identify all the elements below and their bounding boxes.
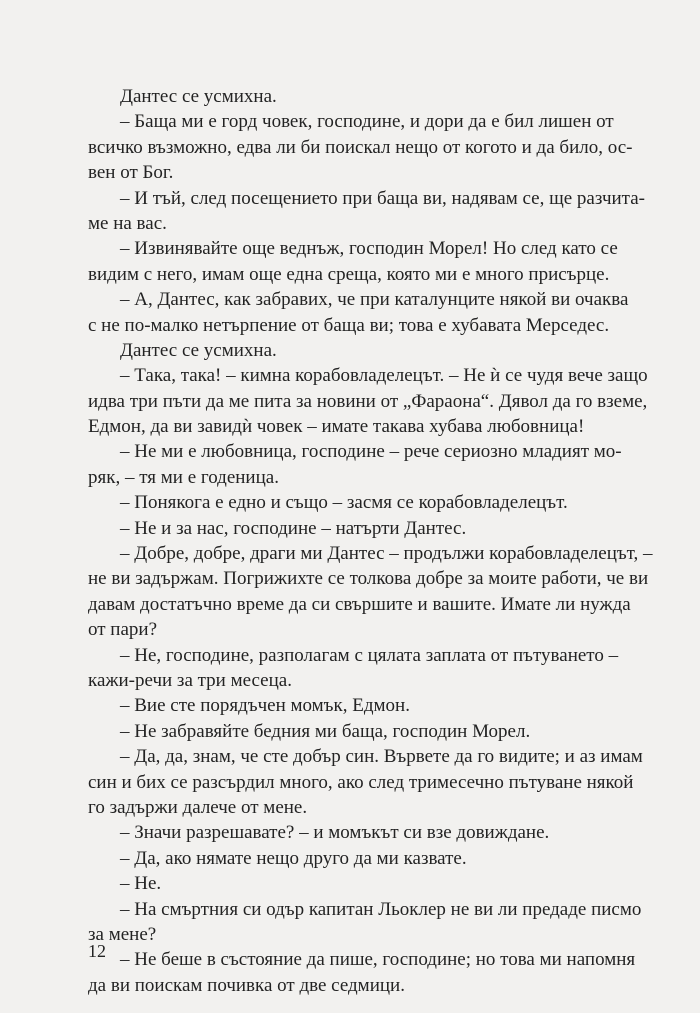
- text-line: – Да, да, знам, че сте добър син. Вървете да го видите; и аз имам: [120, 746, 643, 768]
- text-line: – Не.: [120, 873, 162, 895]
- text-line: ме на вас.: [88, 212, 167, 234]
- text-line: Едмон, да ви завидѝ човек – имате такава хубава любовница!: [88, 416, 585, 438]
- text-line: да ви поискам почивка от две седмици.: [88, 974, 405, 996]
- text-line: – Не беше в състояние да пише, господине; но това ми напомня: [120, 949, 636, 971]
- text-line: – Не ми е любовница, господине – рече сериозно младият мо-: [120, 441, 622, 463]
- text-line: – Понякога е едно и също – засмя се корабовладелецът.: [120, 492, 568, 514]
- text-line: – Баща ми е горд човек, господине, и дори да е бил лишен от: [120, 111, 614, 133]
- text-line: син и бих се разсърдил много, ако след тримесечно пътуване някой: [88, 771, 634, 793]
- text-line: всичко възможно, едва ли би поискал нещо от когото и да било, ос-: [88, 136, 633, 158]
- text-line: видим с него, имам още една среща, която ми е много присърце.: [88, 263, 610, 285]
- text-line: – А, Дантес, как забравих, че при каталунците някой ви очаква: [120, 289, 629, 311]
- page-number: 12: [88, 941, 106, 961]
- text-line: – Не забравяйте бедния ми баща, господин Морел.: [120, 720, 531, 742]
- text-line: от пари?: [88, 619, 158, 641]
- text-line: кажи-речи за три месеца.: [88, 669, 292, 691]
- text-line: Дантес се усмихна.: [120, 339, 277, 361]
- text-line: вен от Бог.: [88, 162, 174, 184]
- page-text: [88, 84, 653, 998]
- text-line: давам достатъчно време да си свършите и вашите. Имате ли нужда: [88, 593, 631, 615]
- text-line: – И тъй, след посещението при баща ви, надявам се, ще разчита-: [120, 187, 645, 209]
- text-line: – Добре, добре, драги ми Дантес – продължи корабовладелецът, –: [120, 543, 653, 565]
- text-line: – Не, господине, разполагам с цялата заплата от пътуването –: [120, 644, 619, 666]
- text-line: за мене?: [88, 923, 157, 945]
- text-line: не ви задържам. Погрижихте се толкова добре за моите работи, че ви: [88, 568, 649, 590]
- text-line: – Така, така! – кимна корабовладелецът. – Не ѝ се чудя вече защо: [120, 365, 648, 387]
- text-line: Дантес се усмихна.: [120, 86, 277, 107]
- text-line: с не по-малко нетърпение от баща ви; това е хубавата Мерседес.: [88, 314, 610, 336]
- text-line: – Не и за нас, господине – натърти Дантес.: [120, 517, 467, 539]
- text-line: – Извинявайте още веднъж, господин Морел! Но след като се: [120, 238, 618, 260]
- text-line: ряк, – тя ми е годеница.: [88, 466, 279, 488]
- text-line: го задържи далече от мене.: [88, 796, 308, 818]
- text-line: идва три пъти да ме пита за новини от „Фараона“. Дявол да го вземе,: [88, 390, 648, 412]
- text-line: – Значи разрешавате? – и момъкът си взе довиждане.: [120, 822, 550, 844]
- text-line: – Да, ако нямате нещо друго да ми казвате.: [120, 847, 467, 869]
- text-line: – На смъртния си одър капитан Льоклер не ви ли предаде писмо: [120, 898, 642, 920]
- text-line: – Вие сте порядъчен момък, Едмон.: [120, 695, 410, 717]
